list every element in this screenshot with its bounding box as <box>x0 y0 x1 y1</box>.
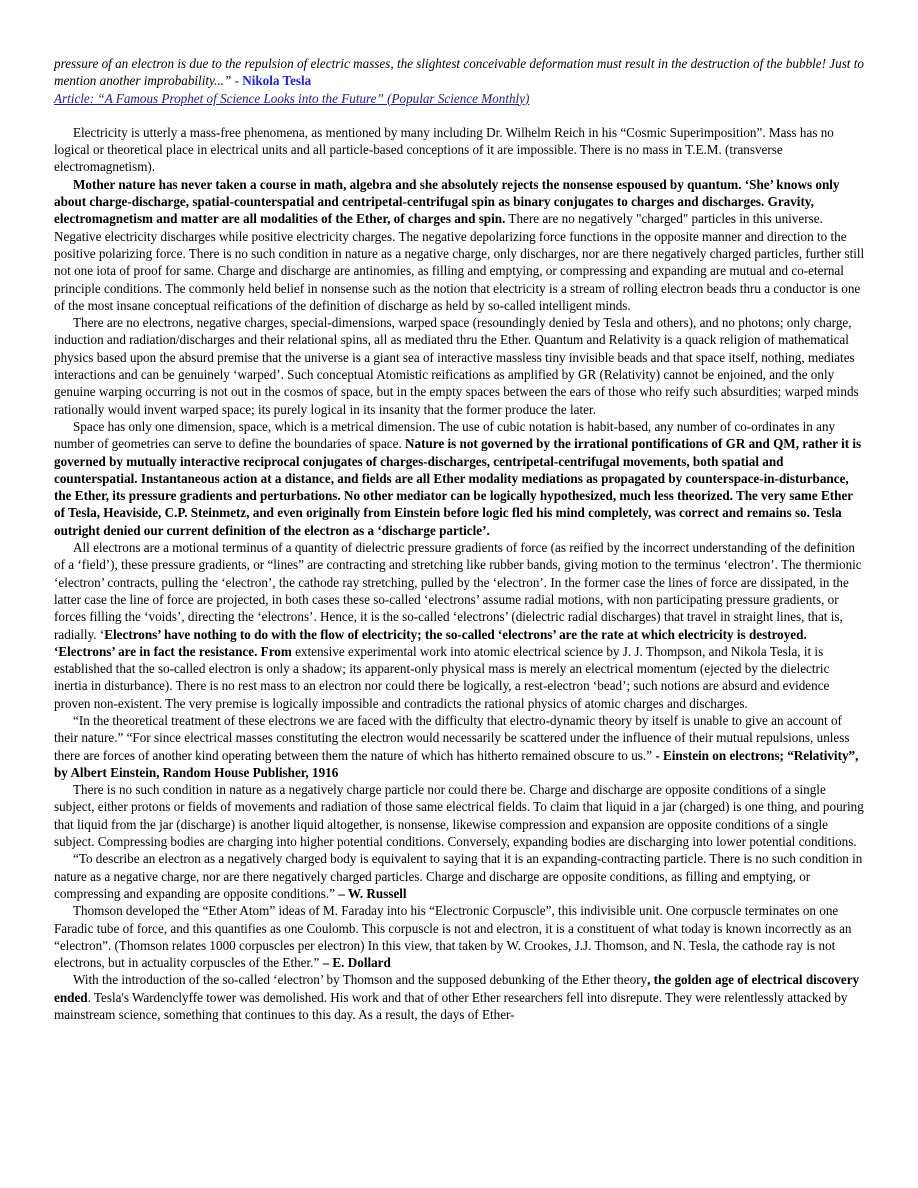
body-paragraph <box>54 902 866 971</box>
body-paragraph <box>54 314 866 418</box>
text-run: “In the theoretical treatment of these electrons we are faced with the difficulty that electro-dynamic theory by itself is unable to give an account of their nature.” “For since electrical masses constituting the electron would necessarily be scattered under the influence of their mutual repulsions, unless there are forces of another kind operating between them the nature of which has hitherto remained obscure to us.” <box>54 712 850 763</box>
body-paragraph <box>54 971 866 1023</box>
bold-text-run: Nature is not governed by the irrational pontifications of GR and QM, rather it is governed by mutually interactive reciprocal conjugates of charges-discharges, centripetal-centrifugal movements, both spatial and counterspatial. Instantaneous action at a distance, and fields are all Ether modality mediations as propagated by counterspace-in-disturbance, the Ether, its pressure gradients and perturbations. No other mediator can be logically hypothesized, much less theorized. The very same Ether of Tesla, Heaviside, C.P. Steinmetz, and even originally from Einstein before logic fled his mind completely, was correct and remains so. Tesla outright denied our current definition of the electron as a ‘discharge particle’. <box>54 436 862 538</box>
bold-text-run: , the golden age of electrical discovery ended <box>54 972 860 1005</box>
header-quote-text: pressure of an electron is due to the repulsion of electric masses, the slightest conceivable deformation must result in the destruction of the bubble! Just to mention another improbability...” <box>54 56 864 89</box>
header-quote-author: - Nikola Tesla <box>234 73 312 89</box>
text-run: “To describe an electron as a negatively charged body is equivalent to saying that it is an expanding-contracting particle. There is no such condition in nature as a negative charge, nor are there negatively charged particles. Charge and discharge are opposite conditions, as filling and emptying, or compressing and expanding are opposite conditions.” <box>54 851 863 901</box>
bold-text-run: – W. Russell <box>338 885 407 901</box>
text-run: Thomson developed the “Ether Atom” ideas of M. Faraday into his “Electronic Corpuscle”, this indivisible unit. One corpuscle terminates on one Faradic tube of force, and this quantifies as one Coulomb. This corpuscle is not and electron, it is a constituent of what today is known incorrectly as an “electron”. (Thomson relates 1000 corpuscles per electron) In this view, that taken by W. Crookes, J.J. Thomson, and N. Tesla, the cathode ray is not electrons, but in actuality corpuscles of the Ether.” <box>54 903 852 971</box>
text-run: There are no electrons, negative charges, special-dimensions, warped space (resoundingly denied by Tesla and others), and no photons; only charge, induction and radiation/discharges and their relational spins, all as mediated thru the Ether. Quantum and Relativity is a quack religion of mathematical physics based upon the absurd premise that the universe is a giant sea of interactive massless tiny invisible beads and that space itself, nothing, mediates interactions and can be genuinely ‘warped’. Such conceptual Atomistic reifications as amplified by GR (Relativity) cannot be enjoined, and the only genuine warping occurring is not out in the cosmos of space, but in the empty spaces between the ears of those who reify such absurdities; warped minds rationally would invent warped space; its purely logical in its insanity that the former produce the later. <box>54 315 859 417</box>
header-quote-article: Article: “A Famous Prophet of Science Looks into the Future” (Popular Science Monthly) <box>54 90 530 106</box>
bold-text-run: - Einstein on electrons; “Relativity”, by Albert Einstein, Random House Publisher, 1916 <box>54 747 859 780</box>
text-run: There is no such condition in nature as a negatively charge particle nor could there be. Charge and discharge are opposite conditions of a single subject, either protons or fields of movements and radiation of those same electrical fields. To claim that liquid in a jar (charged) is one thing, and pouring that liquid from the jar (discharge) is another liquid altogether, is nonsense, likewise compression and expansion are opposite conditions of a single subject. Compressing bodies are charging into higher potential conditions. Conversely, expanding bodies are discharging into lower potential conditions. <box>54 782 864 850</box>
body-paragraph <box>54 176 866 314</box>
text-run: With the introduction of the so-called ‘electron’ by Thomson and the supposed debunking of the Ether theory <box>73 972 648 988</box>
body-paragraph <box>54 418 866 539</box>
text-run: extensive experimental work into atomic electrical science by J. J. Thompson, and Nikola Tesla, it is established that the so-called electron is only a shadow; its apparent-only physical mass is merely an electrical momentum (ejected by the dielectric inertia in disturbance). There is no rest mass to an electron nor could there be logically, a rest-electron ‘bead’; such notions are absurd and evidence proven non-existent. The very premise is logically impossible and contradicts the rational physics of atomic charges and discharges. <box>54 643 830 711</box>
text-run: Electricity is utterly a mass-free phenomena, as mentioned by many including Dr. Wilhelm Reich in his “Cosmic Superimposition”. Mass has no logical or theoretical place in electrical units and all particle-based conceptions of it are impossible. There is no mass in T.E.M. (transverse electromagnetism). <box>54 124 834 175</box>
text-run: Space has only one dimension, space, which is a metrical dimension. The use of cubic notation is habit-based, any number of co-ordinates in any number of geometries can serve to define the boundaries of space. <box>54 418 836 452</box>
bold-text-run: Electrons’ have nothing to do with the flow of electricity; the so-called ‘electrons’ are the rate at which electricity is destroyed. ‘Electrons’ are in fact the resistance. From <box>54 626 807 659</box>
body-paragraph <box>54 850 866 902</box>
body-paragraph <box>54 539 866 712</box>
body-paragraph <box>54 124 866 176</box>
body-paragraph <box>54 781 866 850</box>
bold-text-run: Mother nature has never taken a course in math, algebra and she absolutely rejects the nonsense espoused by quantum. ‘She’ knows only about charge-discharge, spatial-counterspatial and centripetal-centrifugal spin as binary conjugates to charges and discharges. Gravity, electromagnetism and matter are all modalities of the Ether, of charges and spin. <box>54 176 840 227</box>
text-run: . Tesla's Wardenclyffe tower was demolished. His work and that of other Ether researchers fell into disrepute. They were relentlessly attacked by mainstream science, something that continues to this day. As a result, the days of Ether- <box>54 989 848 1023</box>
bold-text-run: – E. Dollard <box>322 955 391 971</box>
header-quote <box>54 55 866 107</box>
text-run: All electrons are a motional terminus of a quantity of dielectric pressure gradients of force (as reified by the incorrect understanding of the definition of a ‘field’), these pressure gradients, or “lines” are contracting and stretching like rubber bands, giving motion to the terminus ‘electron’. The thermionic ‘electron’ contracts, pulling the ‘electron’, the cathode ray stretching, pulled by the ‘electron’. In the former case the lines of force are dissipated, in the latter case the line of force are projected, in both cases these so-called ‘electrons’ assume radial motions, with non participating pressure gradients, or forces filling the ‘voids’, directing the ‘electrons’. Hence, it is the so-called ‘electrons’ (dielectric radial discharges) that travel in straight lines, that is, radially. ‘ <box>54 540 862 642</box>
body-text <box>54 124 866 1023</box>
paragraph-gap <box>54 107 866 124</box>
text-run: There are no negatively "charged" particles in this universe. Negative electricity discharges while positive electricity charges. The negative depolarizing force functions in the opposite manner and direction to the positive polarizing force. There is no such condition in nature as a negative charge, only discharges, nor are there negatively charged particles, further still not one iota of proof for same. Charge and discharge are antinomies, as filling and emptying, or compressing and expanding are mutual and co-eternal principle conditions. The commonly held belief in nonsense such as the notion that electricity is a stream of rolling electron beads thru a conductor is one of the most insane conceptual reifications of the definition of discharge as held by so-called intelligent minds. <box>54 211 865 313</box>
body-paragraph <box>54 712 866 781</box>
